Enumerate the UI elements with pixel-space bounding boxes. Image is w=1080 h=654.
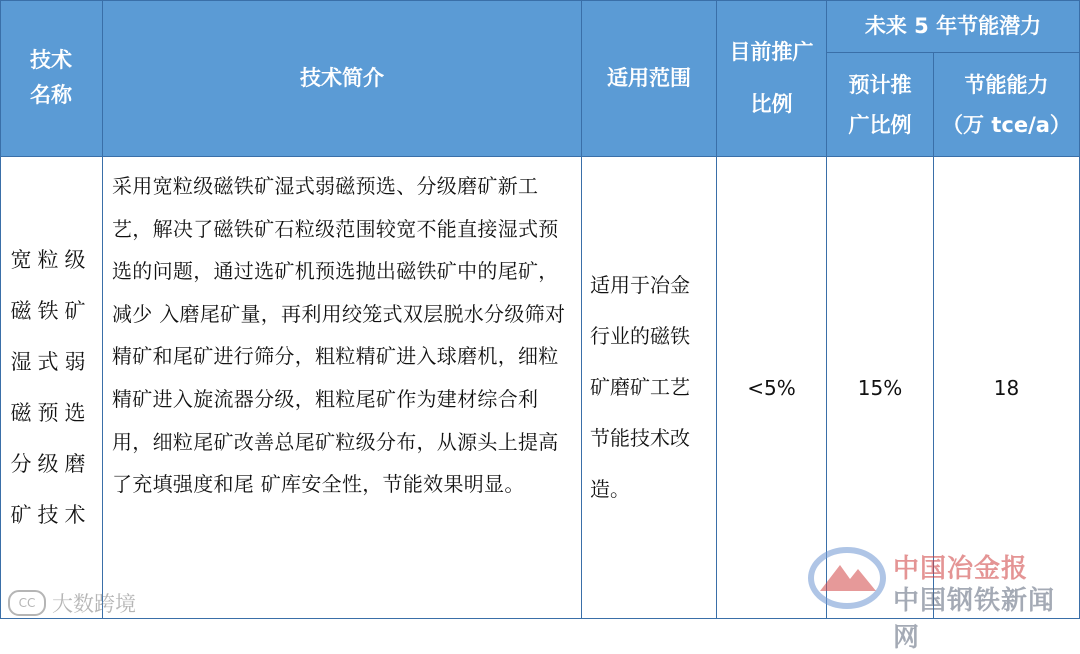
header-capacity bbox=[934, 53, 1080, 157]
header-potential-group-label: 未来 5 年节能潜力 bbox=[864, 13, 1042, 38]
tech-name-text: 宽粒级磁铁矿湿式弱磁预选分级磨矿技术 bbox=[10, 247, 92, 527]
header-expected-ratio bbox=[827, 53, 934, 157]
header-capacity-label: 节能能力 bbox=[964, 72, 1049, 97]
scope-text: 适用于冶金行业的磁铁矿磨矿工艺节能技术改造。 bbox=[590, 273, 690, 501]
cell-tech-name bbox=[0, 157, 103, 619]
header-tech-name bbox=[0, 0, 103, 157]
header-tech-name-label: 技术名称 bbox=[30, 48, 72, 107]
header-current-ratio bbox=[717, 0, 827, 157]
watermark-left-text: 大数跨境 bbox=[52, 592, 136, 616]
cell-scope bbox=[582, 157, 717, 619]
header-tech-intro-label: 技术简介 bbox=[300, 65, 384, 90]
watermark-brand-line1: 中国冶金报 bbox=[893, 554, 1029, 584]
capacity-value: 18 bbox=[993, 375, 1020, 400]
header-expected-ratio-label: 预计推广比例 bbox=[848, 72, 912, 137]
header-scope-label: 适用范围 bbox=[607, 65, 691, 90]
cell-expected-ratio bbox=[827, 157, 934, 619]
cell-capacity bbox=[934, 157, 1080, 619]
header-scope bbox=[582, 0, 717, 157]
current-ratio-value: <5% bbox=[747, 375, 796, 400]
expected-ratio-value: 15% bbox=[857, 375, 903, 400]
watermark-left-badge-icon: CC bbox=[8, 590, 46, 616]
header-current-ratio-label: 目前推广比例 bbox=[729, 40, 814, 116]
header-capacity-unit: （万 tce/a） bbox=[942, 112, 1071, 137]
header-potential-group bbox=[827, 0, 1080, 53]
header-tech-intro bbox=[103, 0, 582, 157]
cell-current-ratio bbox=[717, 157, 827, 619]
tech-intro-text: 采用宽粒级磁铁矿湿式弱磁预选、分级磨矿新工艺，解决了磁铁矿石粒级范围较宽不能直接湿式预选的问题，通过选矿机预选抛出磁铁矿中的尾矿，减少 入磨尾矿量，再利用绞笼式双层脱水分级筛对精矿和尾矿进行筛分，粗粒精矿进入球磨机，细粒精矿进入旋流器分级，粗粒尾矿作为建材综合利用，细粒尾矿改善总尾矿粒级分布，从源头上提高了充填强度和尾 矿库安全性，节能效果明显。 bbox=[112, 174, 566, 497]
watermark-brand-line2: 中国钢铁新闻网 bbox=[893, 586, 1056, 653]
